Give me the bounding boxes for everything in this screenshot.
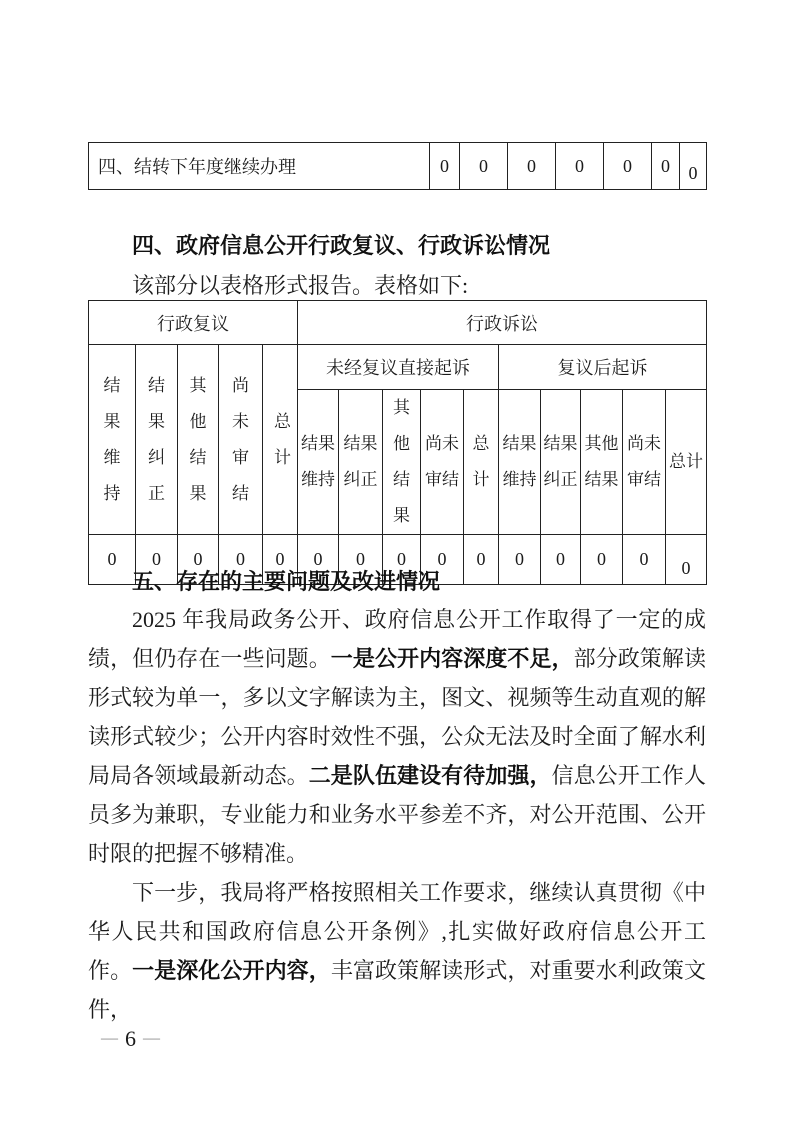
review-subheader: 结果纠正 bbox=[136, 345, 178, 535]
table-value-cell: 0 bbox=[298, 535, 339, 585]
carryover-row-label: 四、结转下年度继续办理 bbox=[89, 143, 430, 190]
table-value-cell: 0 bbox=[499, 535, 541, 585]
table-value-cell: 0 bbox=[541, 535, 581, 585]
paragraph-text-segment: 信息公开工作人员多为兼职，专业能力和业务水平参差不齐，对公开范围、公开时限的把握不够精准。 bbox=[88, 763, 706, 866]
footer-dash-right: — bbox=[143, 1028, 160, 1047]
carryover-value-cell: 0 bbox=[652, 143, 680, 190]
table-value-cell: 0 bbox=[383, 535, 421, 585]
table-value-cell: 0 bbox=[263, 535, 298, 585]
review-subheader: 尚未审结 bbox=[219, 345, 263, 535]
table-value-cell: 0 bbox=[89, 535, 136, 585]
table-value-cell: 0 bbox=[421, 535, 464, 585]
paragraph-bold-segment: 二是队伍建设有待加强， bbox=[308, 763, 552, 788]
carryover-value-cell: 0 bbox=[680, 143, 707, 190]
paragraph-bold-segment: 一是公开内容深度不足， bbox=[330, 646, 574, 671]
direct-suit-subheader: 结果纠正 bbox=[339, 390, 383, 535]
footer-dash-left: — bbox=[101, 1028, 118, 1047]
table-value-cell: 0 bbox=[623, 535, 666, 585]
carryover-value-cell: 0 bbox=[556, 143, 604, 190]
table-value-cell: 0 bbox=[136, 535, 178, 585]
post-review-suit-group-header: 复议后起诉 bbox=[499, 345, 707, 390]
page-number: 6 bbox=[125, 1026, 136, 1051]
carryover-value-cell: 0 bbox=[604, 143, 652, 190]
post-review-suit-subheader: 结果维持 bbox=[499, 390, 541, 535]
carryover-value-cell: 0 bbox=[508, 143, 556, 190]
direct-suit-group-header: 未经复议直接起诉 bbox=[298, 345, 499, 390]
section5-body bbox=[88, 600, 706, 1029]
post-review-suit-subheader: 结果纠正 bbox=[541, 390, 581, 535]
carryover-value-cell: 0 bbox=[430, 143, 460, 190]
table-value-cell: 0 bbox=[581, 535, 623, 585]
table-value-cell: 0 bbox=[178, 535, 219, 585]
paragraph-text-segment: 下一步，我局将严格按照相关工作要求，继续认真贯彻《中华人民共和国政府信息公开条例》,扎实做好政府信息公开工作。 bbox=[88, 880, 706, 983]
direct-suit-subheader: 总计 bbox=[464, 390, 499, 535]
carryover-value-cell: 0 bbox=[460, 143, 508, 190]
paragraph-bold-segment: 一是深化公开内容， bbox=[132, 958, 331, 983]
table-value-cell: 0 bbox=[339, 535, 383, 585]
section5-heading: 五、存在的主要问题及改进情况 bbox=[132, 569, 441, 594]
direct-suit-subheader: 结果维持 bbox=[298, 390, 339, 535]
paragraph bbox=[88, 600, 706, 873]
post-review-suit-subheader: 尚未审结 bbox=[623, 390, 666, 535]
litigation-group-header: 行政诉讼 bbox=[298, 301, 707, 345]
section4-heading: 四、政府信息公开行政复议、行政诉讼情况 bbox=[132, 233, 551, 258]
carryover-table bbox=[88, 142, 707, 190]
direct-suit-subheader: 其他结果 bbox=[383, 390, 421, 535]
review-group-header: 行政复议 bbox=[89, 301, 298, 345]
review-subheader: 总计 bbox=[263, 345, 298, 535]
page-footer bbox=[101, 1026, 160, 1052]
post-review-suit-subheader: 总计 bbox=[666, 390, 707, 535]
carryover-table-row bbox=[89, 143, 707, 190]
section4-intro: 该部分以表格形式报告。表格如下: bbox=[132, 273, 469, 298]
paragraph-text-segment: 丰富政策解读形式，对重要水利政策文件， bbox=[88, 958, 706, 1022]
direct-suit-subheader: 尚未审结 bbox=[421, 390, 464, 535]
post-review-suit-subheader: 其他结果 bbox=[581, 390, 623, 535]
review-subheader: 其他结果 bbox=[178, 345, 219, 535]
paragraph bbox=[88, 873, 706, 1029]
litigation-table-subgroup-row bbox=[89, 345, 707, 390]
litigation-table bbox=[88, 300, 707, 585]
paragraph-text-segment: 部分政策解读形式较为单一，多以文字解读为主，图文、视频等生动直观的解读形式较少；公开内容时效性不强，公众无法及时全面了解水利局局各领域最新动态。 bbox=[88, 646, 706, 788]
litigation-table-group-row bbox=[89, 301, 707, 345]
review-subheader: 结果维持 bbox=[89, 345, 136, 535]
table-value-cell: 0 bbox=[464, 535, 499, 585]
table-value-cell: 0 bbox=[666, 535, 707, 585]
paragraph-text-segment: 2025 年我局政务公开、政府信息公开工作取得了一定的成绩，但仍存在一些问题。 bbox=[88, 607, 706, 671]
table-value-cell: 0 bbox=[219, 535, 263, 585]
